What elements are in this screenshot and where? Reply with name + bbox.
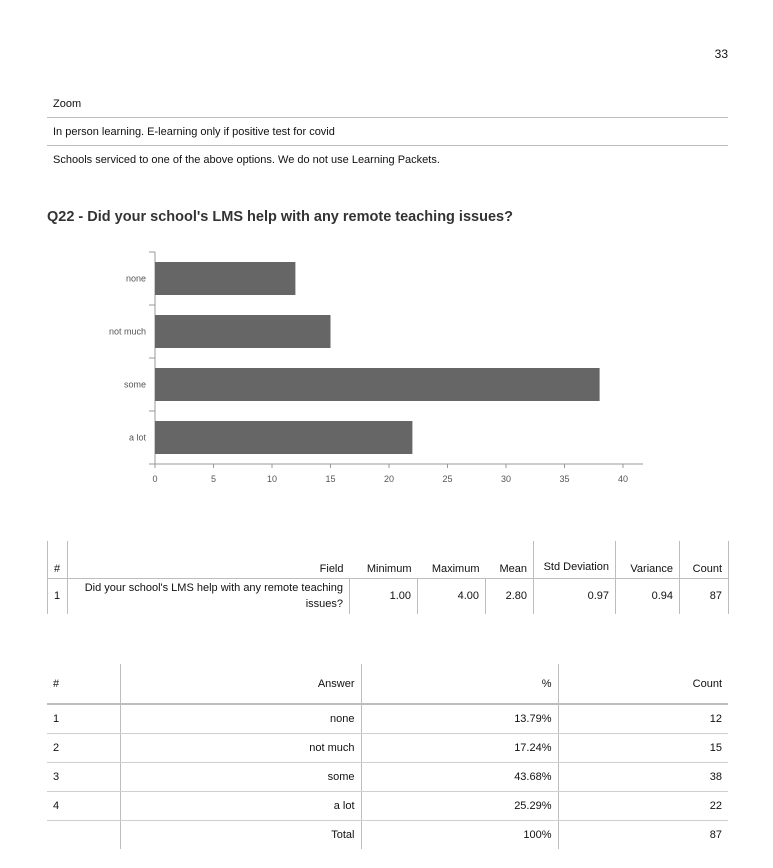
stats-cell-mean: 2.80 bbox=[486, 578, 534, 614]
stats-cell-num: 1 bbox=[48, 578, 68, 614]
stats-header-variance: Variance bbox=[616, 541, 680, 578]
freq-header-count: Count bbox=[558, 664, 728, 704]
freq-cell-percent: 13.79% bbox=[361, 704, 558, 733]
response-item: Zoom bbox=[47, 90, 728, 118]
stats-cell-minimum: 1.00 bbox=[350, 578, 418, 614]
stats-cell-maximum: 4.00 bbox=[418, 578, 486, 614]
stats-cell-count: 87 bbox=[680, 578, 729, 614]
bar-some bbox=[155, 368, 600, 401]
stats-cell-field: Did your school's LMS help with any remote teaching issues? bbox=[68, 578, 350, 614]
x-tick-label: 30 bbox=[500, 474, 512, 484]
bar-not-much bbox=[155, 315, 331, 348]
freq-row bbox=[47, 733, 728, 762]
freq-row bbox=[47, 762, 728, 791]
stats-header-minimum: Minimum bbox=[350, 541, 418, 578]
stats-header-num: # bbox=[48, 541, 68, 578]
x-tick-label: 10 bbox=[266, 474, 278, 484]
y-tick-label: not much bbox=[108, 326, 146, 337]
y-tick-label: some bbox=[123, 379, 146, 390]
x-tick-label: 20 bbox=[383, 474, 395, 484]
question-title: Q22 - Did your school's LMS help with any remote teaching issues? bbox=[47, 209, 513, 225]
stats-header-field: Field bbox=[68, 541, 350, 578]
response-item: Schools serviced to one of the above options. We do not use Learning Packets. bbox=[53, 154, 440, 166]
stats-cell-std-deviation: 0.97 bbox=[534, 578, 616, 614]
freq-header-row bbox=[47, 664, 728, 704]
stats-header-count: Count bbox=[680, 541, 729, 578]
x-tick-label: 15 bbox=[325, 474, 336, 484]
freq-row bbox=[47, 704, 728, 733]
stats-header-row bbox=[48, 541, 729, 578]
response-item: In person learning. E-learning only if positive test for covid bbox=[47, 118, 728, 146]
freq-cell-percent: 17.24% bbox=[361, 733, 558, 762]
freq-cell-answer: Total bbox=[120, 820, 361, 849]
freq-cell-percent: 25.29% bbox=[361, 791, 558, 820]
freq-cell-percent: 43.68% bbox=[361, 762, 558, 791]
stats-header-std-deviation: Std Deviation bbox=[534, 541, 616, 578]
page-number: 33 bbox=[714, 47, 728, 61]
freq-header-num: # bbox=[47, 664, 120, 704]
y-tick-label: a lot bbox=[128, 432, 146, 443]
freq-cell-answer: some bbox=[120, 762, 361, 791]
freq-cell-num: 3 bbox=[47, 762, 120, 791]
freq-cell-num bbox=[47, 820, 120, 849]
stats-cell-variance: 0.94 bbox=[616, 578, 680, 614]
freq-cell-percent: 100% bbox=[361, 820, 558, 849]
freq-cell-count: 22 bbox=[558, 791, 728, 820]
freq-cell-count: 15 bbox=[558, 733, 728, 762]
freq-row bbox=[47, 791, 728, 820]
freq-total-row bbox=[47, 820, 728, 849]
bar-none bbox=[155, 262, 295, 295]
stats-header-maximum: Maximum bbox=[418, 541, 486, 578]
freq-cell-answer: none bbox=[120, 704, 361, 733]
x-tick-label: 35 bbox=[559, 474, 570, 484]
x-tick-label: 40 bbox=[617, 474, 629, 484]
freq-cell-answer: a lot bbox=[120, 791, 361, 820]
x-tick-label: 25 bbox=[442, 474, 453, 484]
freq-cell-answer: not much bbox=[120, 733, 361, 762]
stats-row bbox=[48, 578, 729, 614]
x-tick-label: 5 bbox=[210, 474, 217, 484]
stats-header-mean: Mean bbox=[486, 541, 534, 578]
freq-header-percent: % bbox=[361, 664, 558, 704]
y-tick-label: none bbox=[125, 273, 146, 284]
freq-header-answer: Answer bbox=[120, 664, 361, 704]
frequency-table bbox=[47, 664, 728, 849]
freq-cell-count: 38 bbox=[558, 762, 728, 791]
stats-table bbox=[47, 541, 729, 614]
bar-a-lot bbox=[155, 421, 412, 454]
freq-cell-num: 2 bbox=[47, 733, 120, 762]
freq-cell-num: 1 bbox=[47, 704, 120, 733]
freq-cell-num: 4 bbox=[47, 791, 120, 820]
x-tick-label: 0 bbox=[152, 474, 158, 484]
freq-cell-count: 87 bbox=[558, 820, 728, 849]
freq-cell-count: 12 bbox=[558, 704, 728, 733]
